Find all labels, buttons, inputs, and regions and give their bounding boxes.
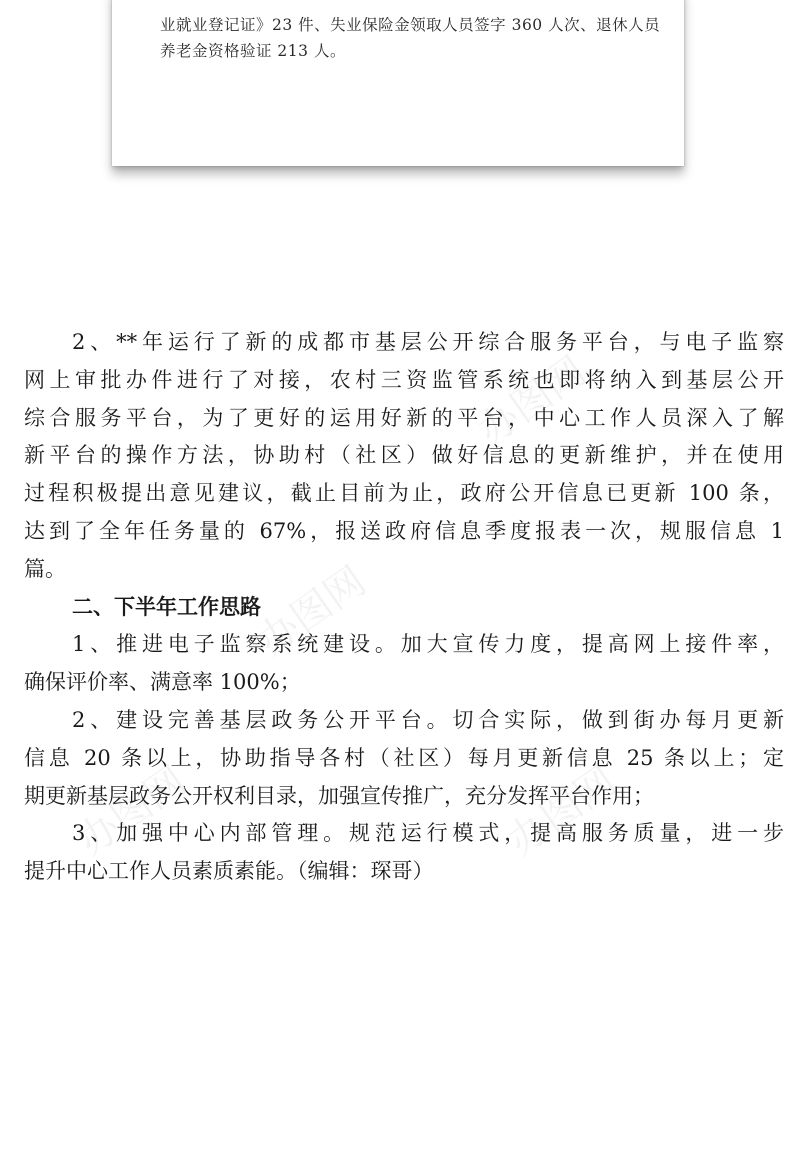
paragraph-line: 3、加强中心内部管理。规范运行模式，提高服务质量，进一步: [72, 821, 784, 846]
paragraph-line: 新平台的操作方法，协助村（社区）做好信息的更新维护，并在使用: [24, 443, 784, 468]
section-heading: 二、下半年工作思路: [72, 594, 261, 619]
paragraph-line: 信息 20 条以上，协助指导各村（社区）每月更新信息 25 条以上；定: [24, 745, 784, 770]
paragraph-line: 2、建设完善基层政务公开平台。切合实际，做到街办每月更新: [72, 707, 784, 732]
watermark: 办图网: [499, 758, 625, 865]
card-text: [160, 12, 660, 64]
paragraph-line: 过程积极提出意见建议，截止目前为止，政府公开信息已更新 100 条，: [24, 481, 784, 506]
paragraph-line: 综合服务平台，为了更好的运用好新的平台，中心工作人员深入了解: [24, 405, 784, 430]
watermark: 办图网: [469, 348, 595, 455]
paragraph-line: 网上审批办件进行了对接，农村三资监管系统也即将纳入到基层公开: [24, 367, 784, 392]
card-line: 养老金资格验证 213 人。: [160, 42, 346, 60]
card-line: 业就业登记证》23 件、失业保险金领取人员签字 360 人次、退休人员: [160, 16, 661, 34]
paragraph-line: 2、**年运行了新的成都市基层公开综合服务平台，与电子监察: [72, 330, 784, 354]
paragraph-line: 达到了全年任务量的 67%，报送政府信息季度报表一次，规服信息 1: [24, 518, 784, 543]
paragraph-line: 确保评价率、满意率 100%；: [24, 670, 301, 695]
watermark: 办图网: [249, 558, 375, 665]
document-body: [24, 324, 784, 891]
document-card: [112, 0, 684, 166]
paragraph-line: 1、推进电子监察系统建设。加大宣传力度，提高网上接件率，: [72, 632, 784, 657]
paragraph-line: 期更新基层政务公开权利目录，加强宣传推广，充分发挥平台作用；: [24, 783, 654, 808]
paragraph-line: 提升中心工作人员素质素能。（编辑：琛哥）: [24, 859, 434, 884]
paragraph-line: 篇。: [24, 556, 66, 581]
watermark: 办图网: [69, 758, 195, 865]
